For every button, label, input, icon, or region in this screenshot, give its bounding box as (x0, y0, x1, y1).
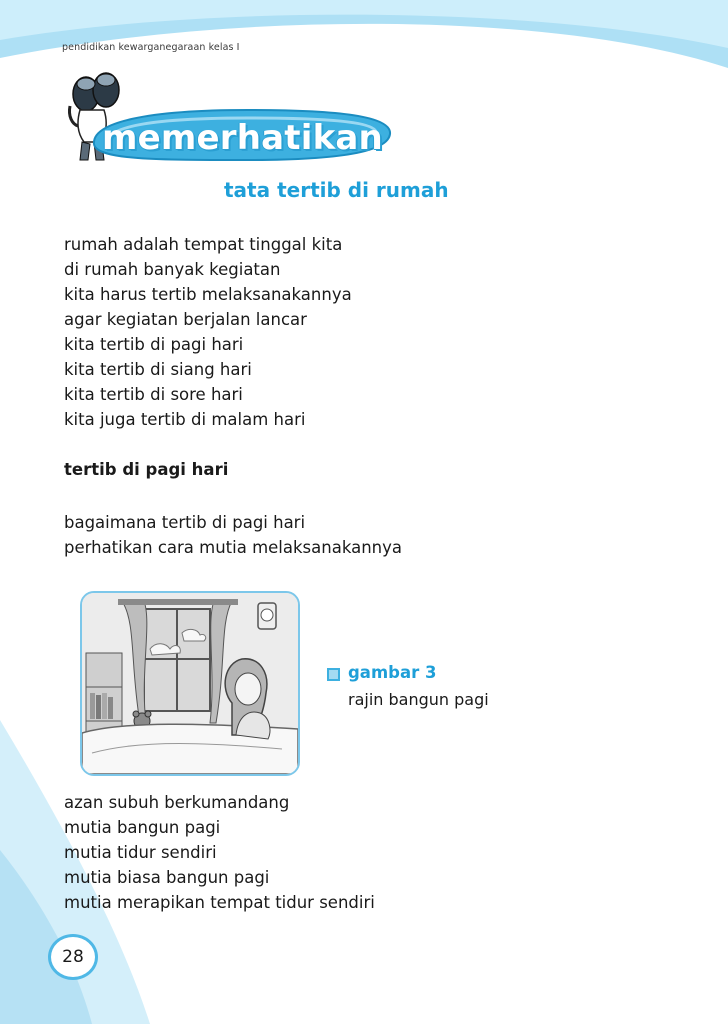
text-line: mutia bangun pagi (64, 818, 221, 837)
text-line: mutia tidur sendiri (64, 843, 217, 862)
section-title: tata tertib di rumah (224, 178, 449, 202)
text-line: kita juga tertib di malam hari (64, 410, 306, 429)
banner-title: memerhatikan (102, 118, 383, 158)
text-line: kita harus tertib melaksanakannya (64, 285, 352, 304)
text-line: agar kegiatan berjalan lancar (64, 310, 307, 329)
text-line: mutia merapikan tempat tidur sendiri (64, 893, 375, 912)
bedroom-illustration (82, 593, 298, 774)
intro-text (64, 232, 352, 432)
subsection-text (64, 510, 402, 560)
text-line: rumah adalah tempat tinggal kita (64, 235, 343, 254)
figure-caption: rajin bangun pagi (348, 690, 489, 709)
subsection-title: tertib di pagi hari (64, 460, 229, 479)
figure-label: gambar 3 (348, 663, 437, 682)
square-bullet-icon (327, 668, 340, 681)
running-head: pendidikan kewarganegaraan kelas I (62, 42, 240, 53)
text-line: kita tertib di sore hari (64, 385, 243, 404)
illustration-frame (80, 591, 300, 776)
text-line: mutia biasa bangun pagi (64, 868, 270, 887)
text-line: azan subuh berkumandang (64, 793, 290, 812)
text-line: perhatikan cara mutia melaksanakannya (64, 538, 403, 557)
text-line: di rumah banyak kegiatan (64, 260, 281, 279)
text-line: bagaimana tertib di pagi hari (64, 513, 306, 532)
text-line: kita tertib di siang hari (64, 360, 252, 379)
text-line: kita tertib di pagi hari (64, 335, 244, 354)
story-text (64, 790, 375, 915)
page-number: 28 (48, 934, 98, 980)
